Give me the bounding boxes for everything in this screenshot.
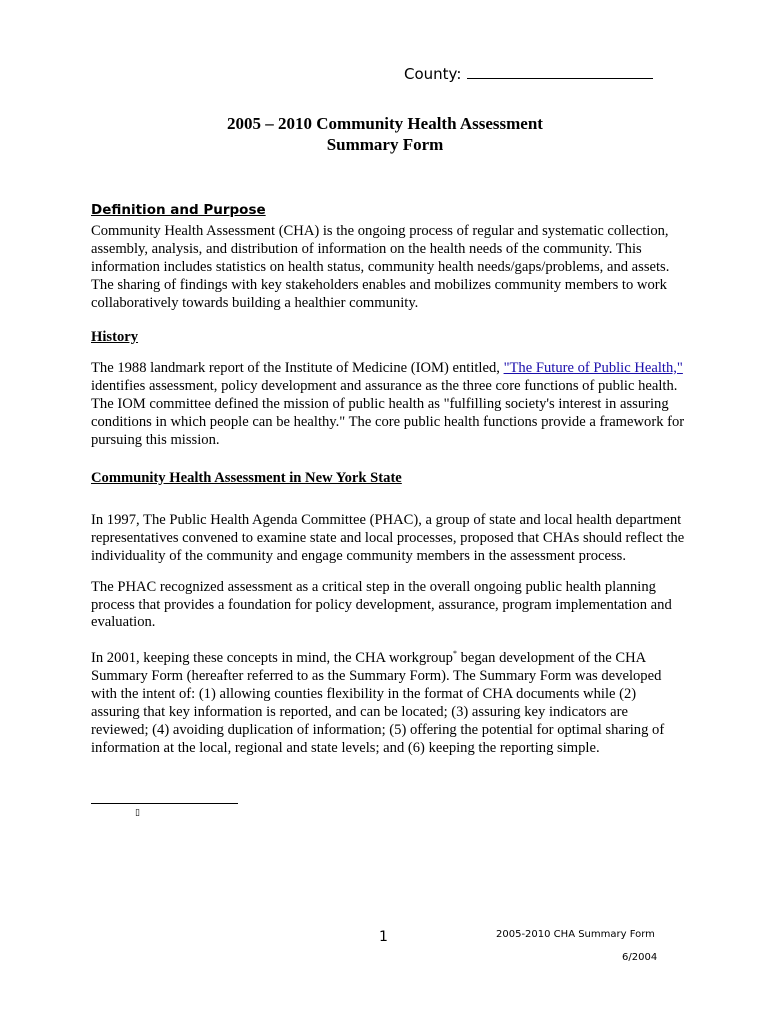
footer-date: 6/2004 bbox=[622, 952, 658, 963]
county-field bbox=[404, 64, 653, 83]
document-title bbox=[0, 113, 770, 155]
nys-paragraph-2: The PHAC recognized assessment as a critical step in the overall ongoing public health planning process that provides a foundation for policy development, assurance, program implementation and evaluation. bbox=[91, 578, 672, 631]
footnote-mark: ▯ bbox=[135, 808, 140, 818]
nys-section bbox=[91, 470, 687, 758]
history-paragraph bbox=[91, 360, 687, 450]
county-label: County: bbox=[404, 65, 462, 83]
history-text-before: The 1988 landmark report of the Institute of Medicine (IOM) entitled, bbox=[91, 359, 504, 376]
nys-paragraph-1: In 1997, The Public Health Agenda Committee (PHAC), a group of state and local health department representatives convened to examine state and local processes, proposed that CHAs should reflect the individuality of the community and engage community members in the assessment process. bbox=[91, 511, 685, 564]
nys-paragraph-3-start: In 2001, keeping these concepts in mind, the CHA workgroup bbox=[91, 650, 453, 667]
nys-paragraph-3-end: began development of the CHA Summary Form (hereafter referred to as the Summary Form). The Summary Form was developed with the intent of: (1) allowing counties flexibility in the format of CHA documents while (2) assuring that key information is reported, and can be located; (3) assuring key indicators are reviewed; (4) avoiding duplication of information; (5) offering the potential for optimal sharing of information at the local, regional and state levels; and (6) keeping the reporting simple. bbox=[91, 650, 665, 756]
history-section bbox=[91, 329, 687, 449]
definition-paragraph: Community Health Assessment (CHA) is the ongoing process of regular and systematic collection, assembly, analysis, and distribution of information on the health needs of the community. This information includes statistics on health status, community health needs/gaps/problems, and assets. The sharing of findings with key stakeholders enables and mobilizes community members to work collaboratively towards building a healthier community. bbox=[91, 222, 670, 311]
footnote-divider bbox=[91, 803, 238, 804]
nys-heading: Community Health Assessment in New York State bbox=[91, 470, 402, 486]
history-text-after: identifies assessment, policy development and assurance as the three core functions of public health. The IOM committee defined the mission of public health as "fulfilling society's interest in assuring conditions in which people can be healthy." The core public health functions provide a framework for pursuing this mission. bbox=[91, 377, 685, 448]
future-of-public-health-link[interactable]: "The Future of Public Health," bbox=[503, 359, 683, 376]
title-line-1: 2005 – 2010 Community Health Assessment bbox=[227, 114, 543, 133]
footnote-reference: * bbox=[452, 649, 457, 659]
nys-paragraph-3 bbox=[91, 645, 687, 757]
page-number: 1 bbox=[379, 929, 388, 945]
definition-section bbox=[91, 202, 687, 312]
history-heading: History bbox=[91, 329, 139, 345]
definition-heading: Definition and Purpose bbox=[91, 202, 266, 218]
county-blank-line[interactable] bbox=[467, 64, 653, 79]
footer-doc-title: 2005-2010 CHA Summary Form bbox=[496, 929, 655, 940]
title-line-2: Summary Form bbox=[326, 135, 444, 154]
